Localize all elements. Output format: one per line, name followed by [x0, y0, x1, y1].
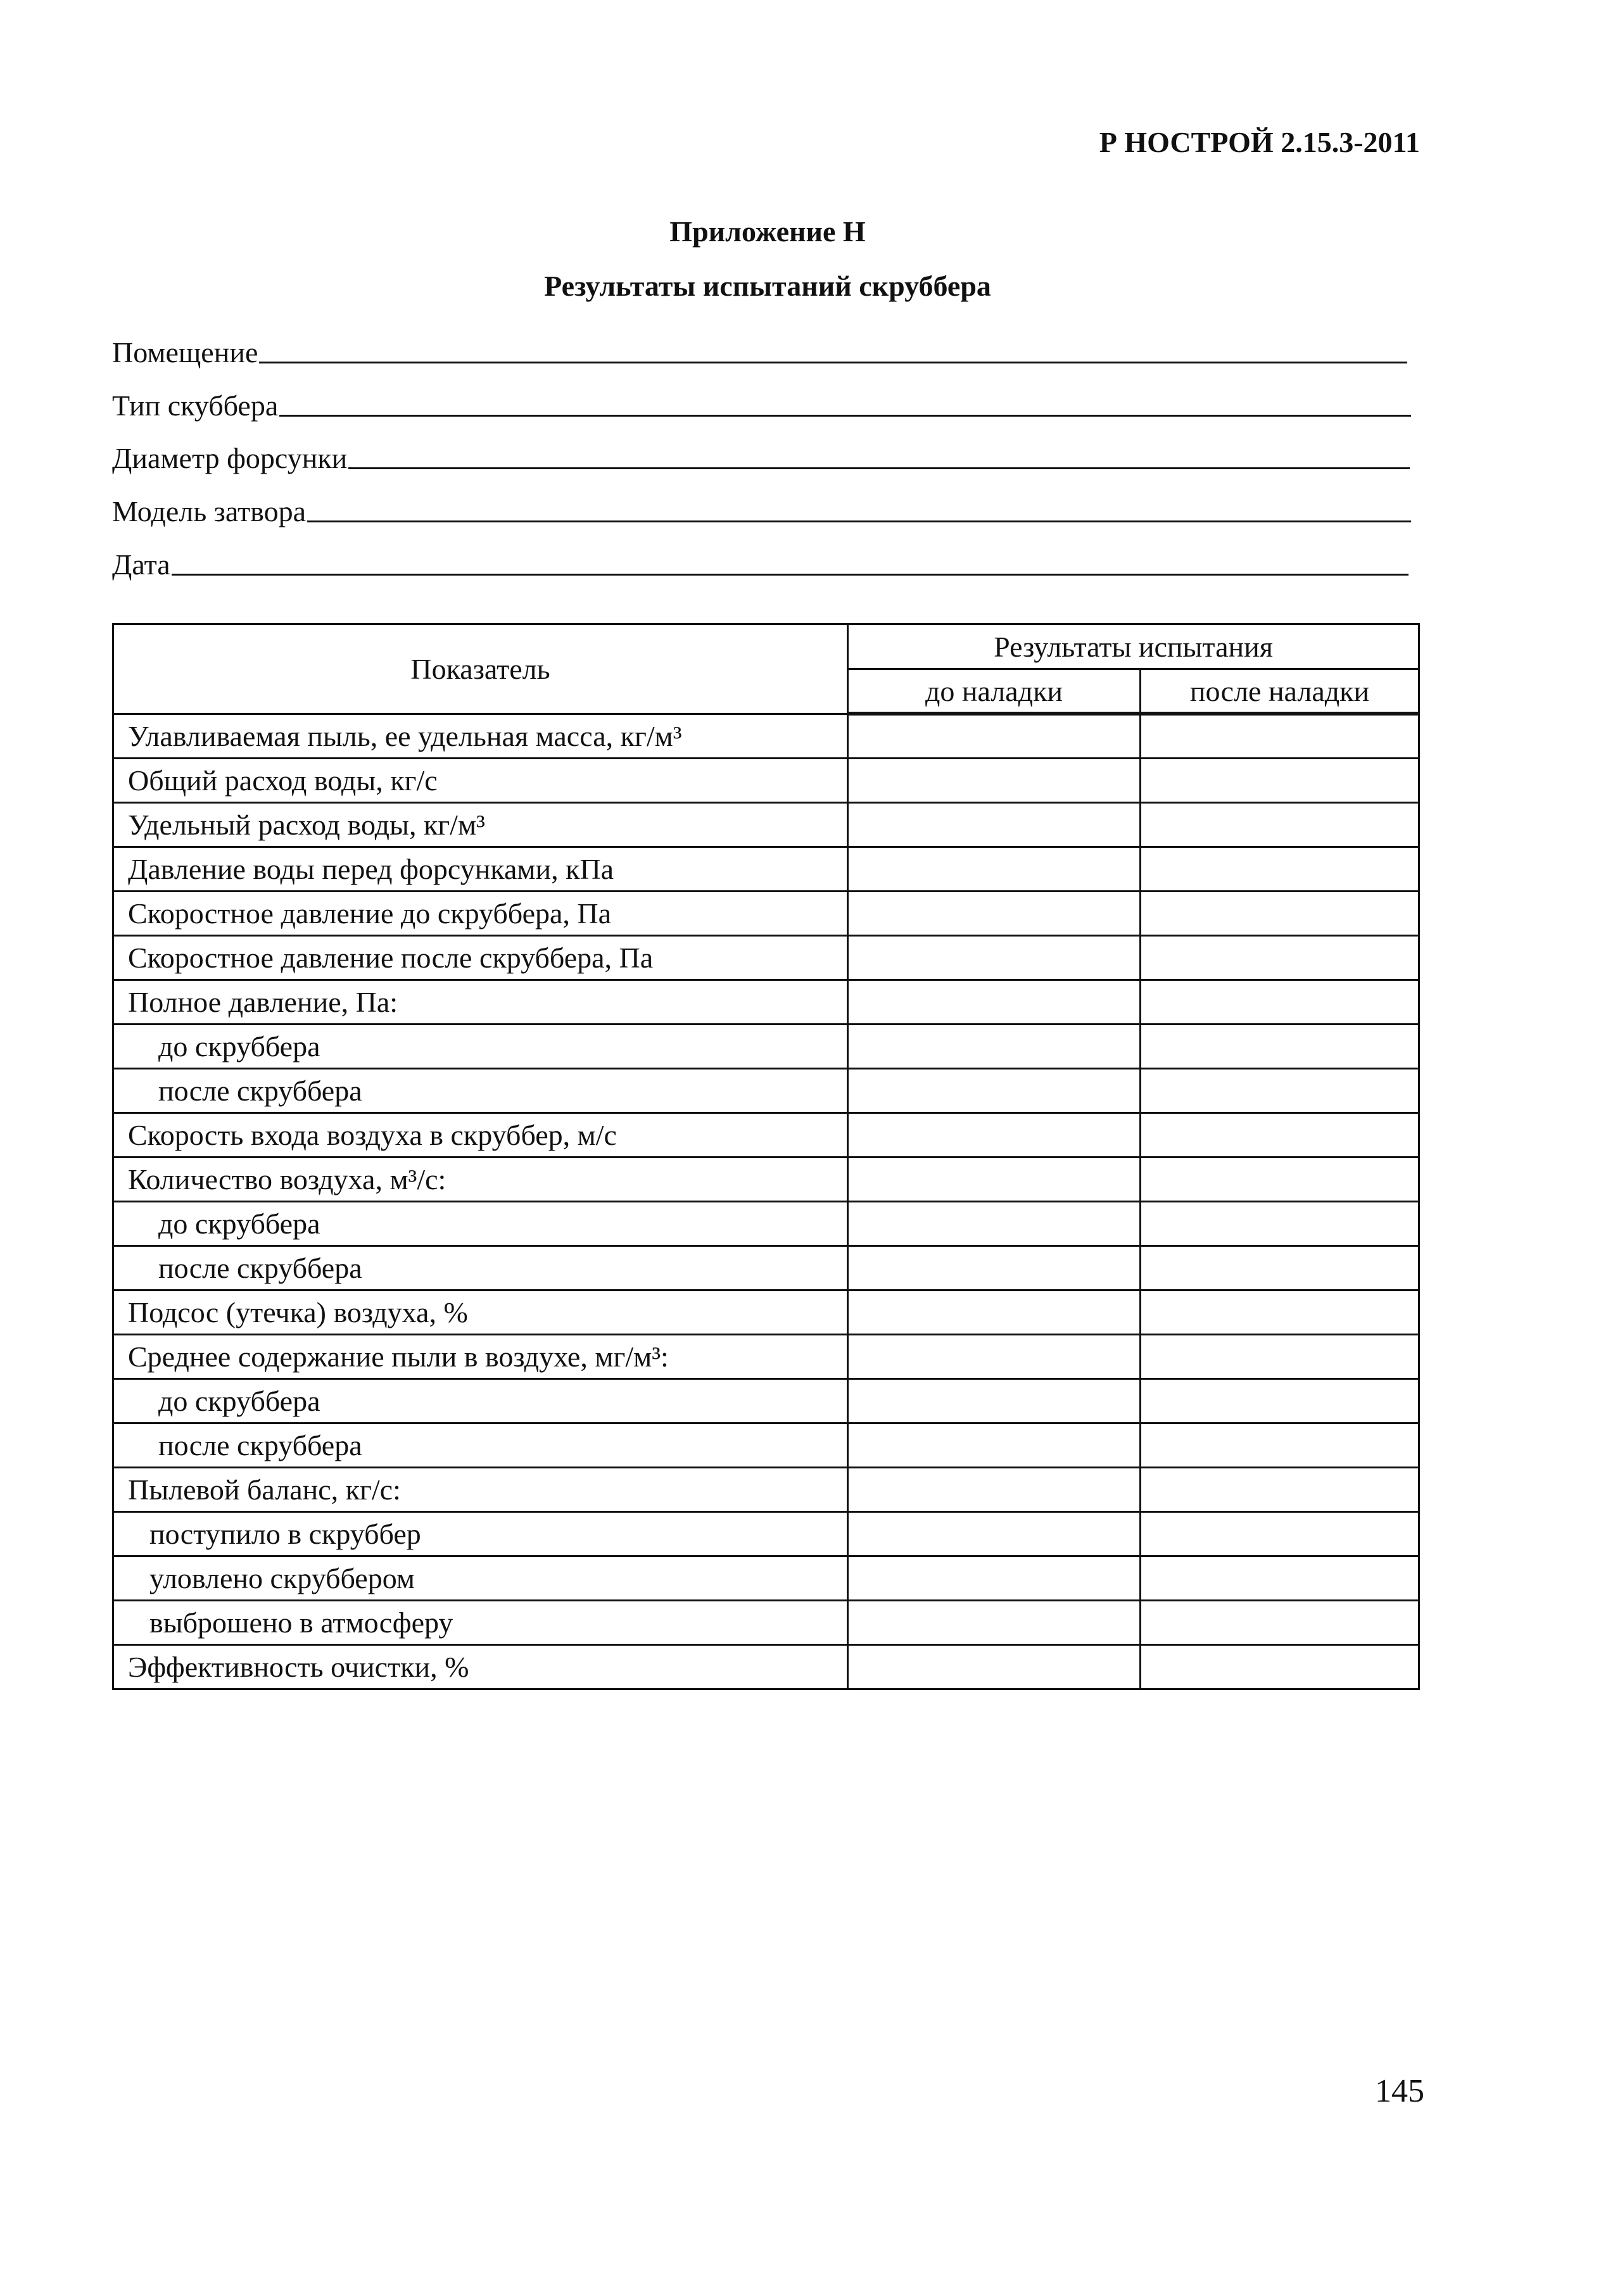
cell-before: [848, 714, 1141, 758]
row-label: уловлено скруббером: [113, 1556, 848, 1600]
table-row: [113, 980, 1419, 1024]
table-row: [113, 1644, 1419, 1689]
table-row: [113, 1556, 1419, 1600]
table-row: [113, 1290, 1419, 1334]
cell-before: [848, 1556, 1141, 1600]
cell-after: [1141, 1113, 1419, 1157]
cell-after: [1141, 1644, 1419, 1689]
row-label: Пылевой баланс, кг/с:: [113, 1467, 848, 1511]
row-label: до скруббера: [113, 1201, 848, 1246]
cell-after: [1141, 1246, 1419, 1290]
field-valve-model: [112, 488, 1411, 526]
table-row: [113, 1024, 1419, 1068]
cell-after: [1141, 758, 1419, 802]
row-label: Скоростное давление до скруббера, Па: [113, 891, 848, 935]
field-valve-model-line: [307, 520, 1411, 522]
row-label: до скруббера: [113, 1378, 848, 1423]
table-row: [113, 891, 1419, 935]
table-row: [113, 1157, 1419, 1201]
table-row: [113, 1113, 1419, 1157]
row-label: после скруббера: [113, 1246, 848, 1290]
field-date-line: [172, 574, 1409, 576]
field-nozzle-diameter-line: [348, 467, 1410, 469]
table-row: [113, 1246, 1419, 1290]
cell-after: [1141, 1334, 1419, 1378]
cell-after: [1141, 1290, 1419, 1334]
row-label: Общий расход воды, кг/с: [113, 758, 848, 802]
table-row: [113, 714, 1419, 758]
cell-before: [848, 1113, 1141, 1157]
field-scrubber-type-label: Тип скуббера: [112, 389, 279, 422]
cell-before: [848, 891, 1141, 935]
cell-before: [848, 1467, 1141, 1511]
cell-after: [1141, 847, 1419, 891]
cell-before: [848, 1600, 1141, 1644]
field-room-line: [259, 362, 1407, 363]
cell-after: [1141, 802, 1419, 847]
row-label: Удельный расход воды, кг/м³: [113, 802, 848, 847]
row-label: поступило в скруббер: [113, 1511, 848, 1556]
cell-before: [848, 1024, 1141, 1068]
appendix-title: Приложение Н: [669, 215, 866, 248]
table-row: [113, 1378, 1419, 1423]
row-label: Среднее содержание пыли в воздухе, мг/м³:: [113, 1334, 848, 1378]
table-row: [113, 1511, 1419, 1556]
cell-after: [1141, 1600, 1419, 1644]
cell-before: [848, 1290, 1141, 1334]
cell-before: [848, 802, 1141, 847]
cell-before: [848, 935, 1141, 980]
cell-before: [848, 1201, 1141, 1246]
cell-before: [848, 1157, 1141, 1201]
row-label: после скруббера: [113, 1068, 848, 1113]
row-label: Скорость входа воздуха в скруббер, м/с: [113, 1113, 848, 1157]
field-date: [112, 541, 1409, 579]
field-room: [112, 329, 1407, 367]
row-label: до скруббера: [113, 1024, 848, 1068]
row-label: выброшено в атмосферу: [113, 1600, 848, 1644]
header-results-group: Результаты испытания: [848, 624, 1419, 669]
page-number: 145: [1375, 2073, 1424, 2109]
cell-before: [848, 758, 1141, 802]
table-row: [113, 1068, 1419, 1113]
cell-after: [1141, 714, 1419, 758]
appendix-subtitle: Результаты испытаний скруббера: [544, 270, 991, 302]
table-row: [113, 758, 1419, 802]
field-nozzle-diameter-label: Диаметр форсунки: [112, 442, 348, 474]
row-label: Эффективность очистки, %: [113, 1644, 848, 1689]
header-after-adjustment: после наладки: [1141, 669, 1419, 714]
field-room-label: Помещение: [112, 336, 258, 369]
cell-before: [848, 980, 1141, 1024]
cell-after: [1141, 1556, 1419, 1600]
cell-after: [1141, 1423, 1419, 1467]
cell-before: [848, 1378, 1141, 1423]
cell-after: [1141, 1378, 1419, 1423]
cell-after: [1141, 891, 1419, 935]
cell-before: [848, 1511, 1141, 1556]
header-before-adjustment: до наладки: [848, 669, 1141, 714]
cell-before: [848, 1334, 1141, 1378]
header-indicator: Показатель: [113, 624, 848, 714]
cell-before: [848, 1068, 1141, 1113]
document-code: Р НОСТРОЙ 2.15.3-2011: [1099, 126, 1420, 158]
results-table: [112, 623, 1420, 1690]
table-row: [113, 1467, 1419, 1511]
table-row: [113, 1423, 1419, 1467]
cell-after: [1141, 980, 1419, 1024]
cell-after: [1141, 1068, 1419, 1113]
table-row: [113, 935, 1419, 980]
table-row: [113, 1600, 1419, 1644]
cell-after: [1141, 1157, 1419, 1201]
row-label: Улавливаемая пыль, ее удельная масса, кг/м³: [113, 714, 848, 758]
row-label: Подсос (утечка) воздуха, %: [113, 1290, 848, 1334]
cell-after: [1141, 1024, 1419, 1068]
row-label: после скруббера: [113, 1423, 848, 1467]
cell-after: [1141, 935, 1419, 980]
cell-before: [848, 847, 1141, 891]
field-scrubber-type: [112, 382, 1411, 420]
row-label: Полное давление, Па:: [113, 980, 848, 1024]
cell-after: [1141, 1467, 1419, 1511]
row-label: Давление воды перед форсунками, кПа: [113, 847, 848, 891]
field-nozzle-diameter: [112, 435, 1410, 473]
cell-before: [848, 1644, 1141, 1689]
field-valve-model-label: Модель затвора: [112, 495, 307, 527]
field-date-label: Дата: [112, 548, 170, 581]
cell-after: [1141, 1511, 1419, 1556]
cell-before: [848, 1246, 1141, 1290]
table-row: [113, 802, 1419, 847]
table-row: [113, 847, 1419, 891]
cell-after: [1141, 1201, 1419, 1246]
field-scrubber-type-line: [279, 415, 1411, 417]
table-row: [113, 1334, 1419, 1378]
table-row: [113, 1201, 1419, 1246]
row-label: Количество воздуха, м³/с:: [113, 1157, 848, 1201]
row-label: Скоростное давление после скруббера, Па: [113, 935, 848, 980]
cell-before: [848, 1423, 1141, 1467]
